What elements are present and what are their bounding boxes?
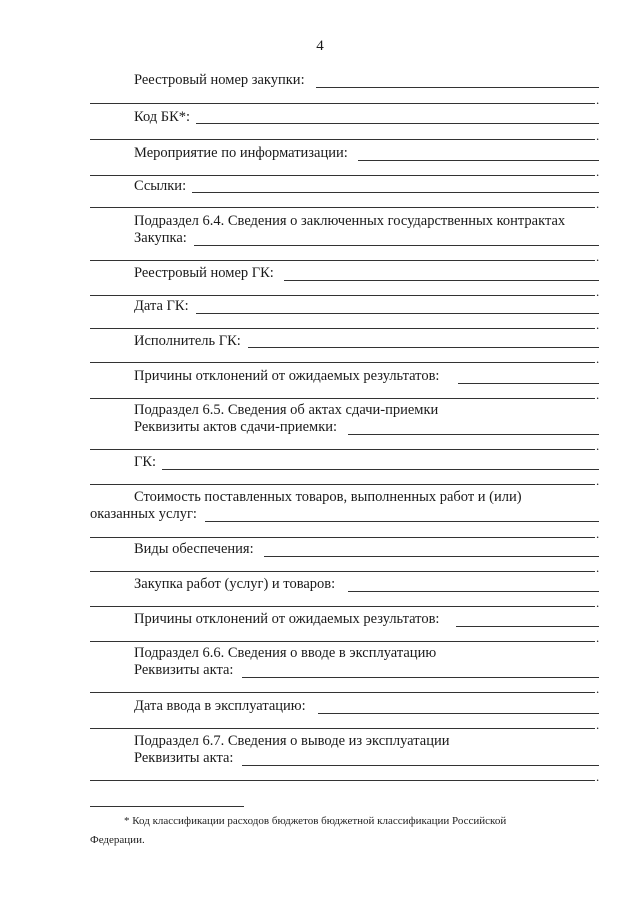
label-vidy-obespecheniya: Виды обеспечения: [134,541,254,557]
blank-reestr-zakupki [316,87,599,88]
label-data-gk: Дата ГК: [134,298,189,314]
blank-data-gk-cont [90,328,595,329]
label-prichiny-otkloneniy-2: Причины отклонений от ожидаемых результатов: [134,611,440,627]
blank-rekvizity-akta [242,677,599,678]
line-end-dot: . [596,560,600,575]
line-end-dot: . [596,284,600,299]
blank-rekvizity-akta-cont [90,692,595,693]
blank-zakupka-rabot-cont [90,606,595,607]
label-reestr-zakupki: Реестровый номер закупки: [134,72,305,88]
line-end-dot: . [596,387,600,402]
label-data-vvoda: Дата ввода в эксплуатацию: [134,698,306,714]
subsection-6-7-heading: Подраздел 6.7. Сведения о выводе из эксплуатации [134,733,450,749]
label-reestr-gk: Реестровый номер ГК: [134,265,274,281]
label-ispolnitel-gk: Исполнитель ГК: [134,333,241,349]
label-stoimost-line1: Стоимость поставленных товаров, выполненных работ и (или) [134,489,522,505]
blank-prichiny-otkloneniy [458,383,599,384]
blank-gk-cont [90,484,595,485]
subsection-6-4-heading: Подраздел 6.4. Сведения о заключенных государственных контрактах [134,213,566,229]
label-rekvizity-akta: Реквизиты акта: [134,662,234,678]
blank-rekvizity-aktov-cont [90,449,595,450]
blank-meropriyatie-cont [90,175,595,176]
line-end-dot: . [596,717,600,732]
blank-gk [162,469,599,470]
blank-stoimost [205,521,599,522]
line-end-dot: . [596,196,600,211]
blank-meropriyatie [358,160,599,161]
label-zakupka: Закупка: [134,230,187,246]
blank-reestr-zakupki-cont [90,103,595,104]
blank-data-gk [196,313,599,314]
blank-prichiny-otkloneniy-2-cont [90,641,595,642]
line-end-dot: . [596,630,600,645]
blank-vidy-obespecheniya [264,556,599,557]
line-end-dot: . [596,164,600,179]
line-end-dot: . [596,526,600,541]
line-end-dot: . [596,92,600,107]
line-end-dot: . [596,595,600,610]
line-end-dot: . [596,249,600,264]
subsection-6-6-heading: Подраздел 6.6. Сведения о вводе в эксплуатацию [134,645,437,661]
blank-data-vvoda [318,713,599,714]
blank-reestr-gk [284,280,599,281]
blank-stoimost-cont [90,537,595,538]
blank-data-vvoda-cont [90,728,595,729]
label-gk: ГК: [134,454,157,470]
blank-ssylki [192,192,599,193]
line-end-dot: . [596,473,600,488]
blank-reestr-gk-cont [90,295,595,296]
blank-ispolnitel-gk-cont [90,362,595,363]
label-rekvizity-aktov: Реквизиты актов сдачи-приемки: [134,419,338,435]
blank-zakupka-rabot [348,591,599,592]
blank-prichiny-otkloneniy-cont [90,398,595,399]
blank-ssylki-cont [90,207,595,208]
blank-zakupka [194,245,599,246]
page-number: 4 [316,38,324,54]
blank-rekvizity-aktov [348,434,599,435]
label-prichiny-otkloneniy: Причины отклонений от ожидаемых результатов: [134,368,440,384]
line-end-dot: . [596,351,600,366]
footnote-separator [90,806,244,807]
line-end-dot: . [596,128,600,143]
blank-kod-bk-cont [90,139,595,140]
line-end-dot: . [596,769,600,784]
subsection-6-5-heading: Подраздел 6.5. Сведения об актах сдачи-приемки [134,402,439,418]
label-kod-bk: Код БК*: [134,109,191,125]
blank-prichiny-otkloneniy-2 [456,626,599,627]
blank-kod-bk [196,123,599,124]
line-end-dot: . [596,681,600,696]
blank-rekvizity-akta-2-cont [90,780,595,781]
footnote-line1: * Код классификации расходов бюджетов бюджетной классификации Российской [124,815,507,827]
line-end-dot: . [596,317,600,332]
line-end-dot: . [596,438,600,453]
footnote-line2: Федерации. [90,834,145,846]
label-meropriyatie: Мероприятие по информатизации: [134,145,348,161]
blank-ispolnitel-gk [248,347,599,348]
blank-rekvizity-akta-2 [242,765,599,766]
blank-zakupka-cont [90,260,595,261]
blank-vidy-obespecheniya-cont [90,571,595,572]
label-rekvizity-akta-2: Реквизиты акта: [134,750,234,766]
label-zakupka-rabot: Закупка работ (услуг) и товаров: [134,576,336,592]
label-ssylki: Ссылки: [134,178,187,194]
label-stoimost-line2: оказанных услуг: [90,506,197,522]
